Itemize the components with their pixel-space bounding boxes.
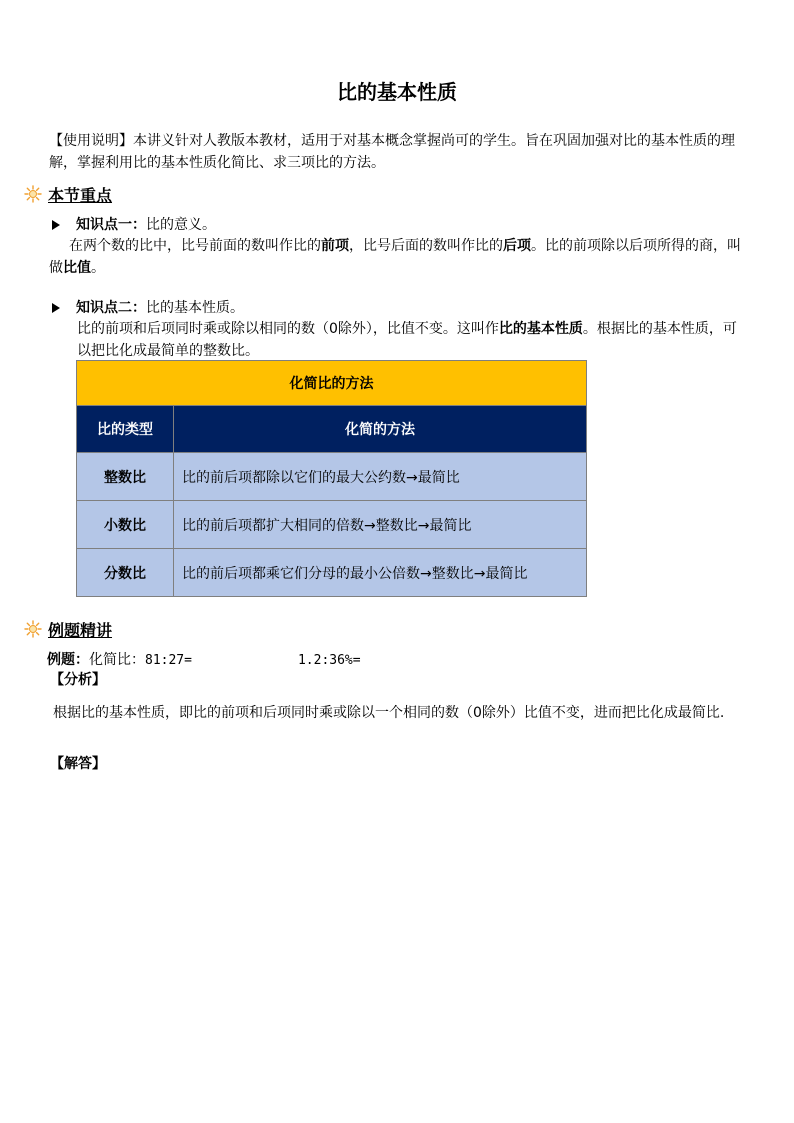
example-expr-2: 1.2:36%= (297, 653, 361, 668)
sun-icon (24, 185, 42, 203)
kp-label: 知识点一： (76, 217, 146, 233)
answer-label: 【解答】 (50, 756, 106, 772)
kp-title: 比的基本性质。 (146, 300, 244, 316)
text: 。根据比的基本性质，可以把比化成最简单的整数比。 (77, 321, 737, 359)
section-label: 例题精讲 (48, 620, 113, 640)
header-method: 化简的方法 (174, 406, 587, 453)
text: 。比的前项除以后项所得的商，叫做 (49, 238, 741, 276)
knowledge-point-1-heading (52, 214, 216, 236)
section-heading-examples (24, 617, 112, 641)
knowledge-point-2-heading (52, 297, 244, 319)
term-basic-property: 比的基本性质 (498, 321, 583, 337)
usage-note: 【使用说明】本讲义针对人教版本教材，适用于对基本概念掌握尚可的学生。旨在巩固加强对比的基本性质的理解，掌握利用比的基本性质化简比、求三项比的方法。 (49, 133, 735, 171)
analysis-text: 根据比的基本性质，即比的前项和后项同时乘或除以一个相同的数（0除外）比值不变，进而把比化成最简比. (53, 705, 725, 721)
text: 比的前项和后项同时乘或除以相同的数（0除外），比值不变。这叫作 (77, 321, 499, 337)
row-method: 比的前后项都除以它们的最大公约数→最简比 (174, 453, 587, 501)
term-front: 前项 (321, 238, 349, 254)
row-method: 比的前后项都乘它们分母的最小公倍数→整数比→最简比 (174, 549, 587, 597)
example-question (47, 650, 361, 671)
table-title: 化简比的方法 (77, 361, 587, 406)
table-row (77, 501, 587, 549)
arrow-icon (52, 303, 60, 313)
row-method: 比的前后项都扩大相同的倍数→整数比→最简比 (174, 501, 587, 549)
section-label: 本节重点 (48, 185, 113, 205)
analysis-label: 【分析】 (50, 672, 106, 688)
row-type: 整数比 (77, 453, 174, 501)
example-text: 化简比： (89, 652, 145, 668)
term-ratio-value: 比值 (63, 260, 91, 276)
arrow-icon (52, 220, 60, 230)
term-back: 后项 (503, 238, 531, 254)
section-heading-key-points (24, 182, 112, 206)
simplify-ratio-table (76, 360, 587, 597)
row-type: 小数比 (77, 501, 174, 549)
text: 在两个数的比中，比号前面的数叫作比的 (69, 238, 321, 254)
row-type: 分数比 (77, 549, 174, 597)
table-row (77, 549, 587, 597)
kp-label: 知识点二： (76, 300, 146, 316)
sun-icon (24, 620, 42, 638)
table-header-row (77, 406, 587, 453)
text: ，比号后面的数叫作比的 (349, 238, 503, 254)
knowledge-point-1-text (49, 235, 747, 279)
example-label: 例题： (47, 652, 89, 668)
text: 。 (91, 260, 105, 276)
header-type: 比的类型 (77, 406, 174, 453)
table-row (77, 453, 587, 501)
kp-title: 比的意义。 (146, 217, 216, 233)
knowledge-point-2-text (77, 318, 747, 362)
page-title: 比的基本性质 (337, 80, 457, 104)
example-expr-1: 81:27= (145, 653, 192, 668)
